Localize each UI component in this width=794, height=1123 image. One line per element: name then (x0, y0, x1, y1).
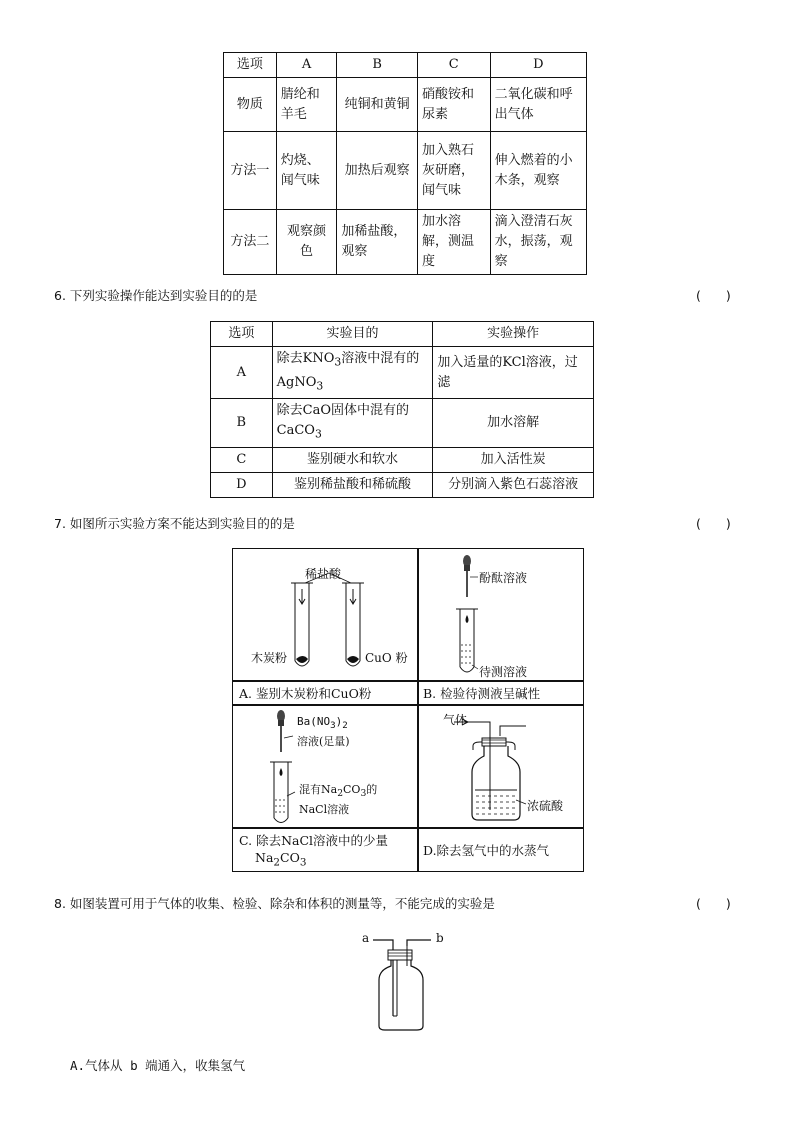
subscript: 3 (299, 856, 307, 869)
panel-c-mix-line2: NaCl溶液 (299, 803, 350, 816)
subscript: 2 (337, 788, 344, 800)
table-row (211, 322, 594, 347)
panel-d-acid-label: 浓硫酸 (527, 799, 564, 813)
text-run: Ba(NO (297, 715, 331, 728)
text-run: 除去KNO (276, 351, 335, 366)
q6-stem: 6. 下列实验操作能达到实验目的的是 (54, 288, 258, 303)
subscript: 3 (334, 355, 342, 369)
table-row (224, 78, 587, 132)
table-header-cell: 实验目的 (272, 322, 433, 347)
q7-stem: 7. 如图所示实验方案不能达到实验目的的是 (54, 516, 295, 531)
q8-answer-paren: ( ) (696, 896, 731, 911)
text-run: Na (255, 850, 274, 865)
option-cell: A (211, 347, 273, 399)
table-cell: 加稀盐酸，观察 (337, 210, 418, 275)
text-run: 除去CaO固体中混有的 (276, 403, 409, 419)
table-row (211, 472, 594, 497)
q5-table (223, 52, 587, 275)
divider (233, 827, 583, 829)
goal-cell (272, 347, 433, 399)
op-cell: 分别滴入紫色石蕊溶液 (433, 472, 594, 497)
table-row (224, 53, 587, 78)
text-run: CaCO (276, 423, 315, 439)
panel-b-caption: B. 检验待测液呈碱性 (423, 686, 541, 701)
divider (233, 680, 583, 682)
panel-a-left-label: 木炭粉 (251, 651, 288, 665)
panel-a-right-label: CuO 粉 (365, 651, 408, 665)
row-label: 物质 (224, 78, 277, 132)
table-row (211, 347, 594, 399)
table-cell: 纯铜和黄铜 (337, 78, 418, 132)
panel-c-mix-line1 (299, 781, 377, 799)
text-run: AgNO (276, 374, 317, 390)
q6-answer-paren: ( ) (696, 288, 731, 303)
table-cell: 硝酸铵和尿素 (417, 78, 490, 132)
text-run: CO (280, 850, 300, 865)
option-cell: D (211, 472, 273, 497)
panel-c-caption-line1: C. 除去NaCl溶液中的少量 (239, 833, 389, 848)
table-row (211, 399, 594, 448)
panel-a-caption: A. 鉴别木炭粉和CuO粉 (239, 686, 372, 701)
table-row (224, 210, 587, 275)
q7-answer-paren: ( ) (696, 516, 731, 531)
table-cell: 灼烧、闻气味 (276, 132, 337, 210)
table-cell: 加入熟石灰研磨，闻气味 (417, 132, 490, 210)
goal-cell: 鉴别稀盐酸和稀硫酸 (272, 472, 433, 497)
q8-port-a-label: a (362, 931, 370, 945)
op-cell: 加水溶解 (433, 399, 594, 448)
op-cell: 加入适量的KCl溶液，过滤 (433, 347, 594, 399)
table-header-cell: 选项 (224, 53, 277, 78)
table-row (224, 132, 587, 210)
row-label: 方法二 (224, 210, 277, 275)
subscript: 2 (273, 856, 281, 869)
table-cell: 二氧化碳和呼出气体 (490, 78, 586, 132)
panel-c-reagent-line1 (297, 715, 348, 731)
subscript: 3 (314, 427, 322, 441)
panel-c-caption-line2 (255, 850, 306, 869)
goal-cell (272, 399, 433, 448)
q8-option-a: A.气体从 b 端通入，收集氢气 (70, 1058, 246, 1073)
panel-b-reagent-label: 酚酞溶液 (479, 571, 528, 585)
panel-a-reagent-label: 稀盐酸 (305, 567, 342, 581)
table-cell: 加热后观察 (337, 132, 418, 210)
q8-port-b-label: b (436, 931, 444, 945)
panel-c-reagent-line2: 溶液(足量) (297, 735, 350, 748)
q6-table (210, 321, 594, 498)
goal-cell: 鉴别硬水和软水 (272, 447, 433, 472)
text-run: CO (343, 783, 361, 796)
table-header-cell: D (490, 53, 586, 78)
text-run: 溶液中混有的 (341, 351, 420, 366)
row-label: 方法一 (224, 132, 277, 210)
text-run: 混有Na (299, 783, 338, 796)
subscript: 2 (342, 720, 348, 732)
table-cell: 腈纶和羊毛 (276, 78, 337, 132)
table-row (211, 447, 594, 472)
table-header-cell: 实验操作 (433, 322, 594, 347)
text-run: ) (335, 715, 343, 728)
panel-d-caption: D.除去氢气中的水蒸气 (423, 843, 550, 858)
table-header-cell: B (337, 53, 418, 78)
table-header-cell: C (417, 53, 490, 78)
q8-stem: 8. 如图装置可用于气体的收集、检验、除杂和体积的测量等，不能完成的实验是 (54, 896, 495, 911)
panel-b-sample-label: 待测溶液 (479, 665, 528, 679)
option-cell: C (211, 447, 273, 472)
table-cell: 滴入澄清石灰水，振荡，观察 (490, 210, 586, 275)
q7-figure (232, 548, 584, 872)
subscript: 3 (360, 788, 367, 800)
table-cell: 加水溶解，测温度 (417, 210, 490, 275)
text-run: 的 (366, 783, 378, 796)
table-cell: 观察颜色 (276, 210, 337, 275)
table-cell: 伸入燃着的小木条，观察 (490, 132, 586, 210)
subscript: 3 (330, 720, 336, 732)
panel-d-gas-label: 气体 (443, 713, 468, 727)
subscript: 3 (316, 379, 324, 393)
op-cell: 加入活性炭 (433, 447, 594, 472)
table-header-cell: 选项 (211, 322, 273, 347)
table-header-cell: A (276, 53, 337, 78)
option-cell: B (211, 399, 273, 448)
